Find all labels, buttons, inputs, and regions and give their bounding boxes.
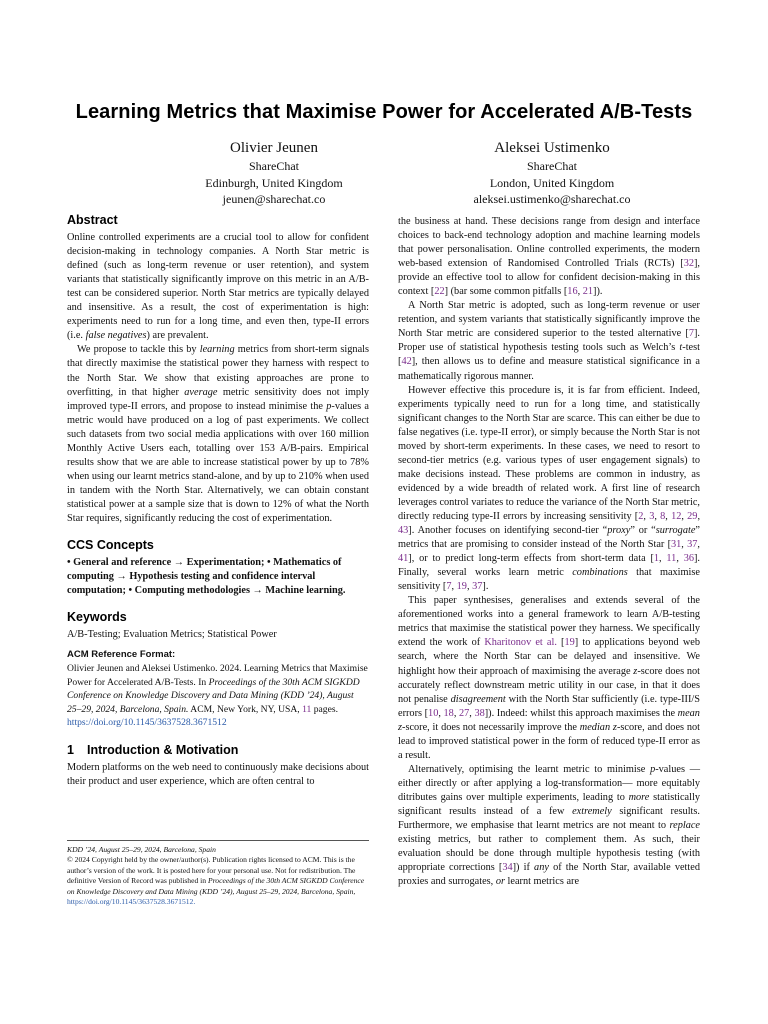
intro-paragraph-4: This paper synthesises, generalises and extends several of the aforementioned works into a general framework to learn A/B-testing metrics that maximise the statistical power they harness. We specifically extend the work of Kharitonov et al. [19] to applications beyond web search, where the North Star can be delayed and insensitive. We highlight how their approach of maximising the average z-score does not accurately reflect downstream metric utility in our case, in that it does not penalise disagreement with the North Star sufficiently (i.e. type-III/S errors [10, 18, 27, 38]). Indeed: whilst this approach maximises the mean z-score, it does not necessarily improve the median z-score, and does not lead to improved statistical power in the form of reduced type-II error as a result.: [398, 595, 700, 761]
citation[interactable]: 1: [653, 553, 660, 565]
author-affiliation: ShareChat: [249, 159, 299, 173]
paper-title: Learning Metrics that Maximise Power for Accelerated A/B-Tests: [75, 101, 693, 123]
citation[interactable]: 18: [443, 707, 454, 719]
citation[interactable]: 42: [401, 356, 412, 368]
citation[interactable]: 36: [683, 553, 694, 565]
intro-paragraph-1: Modern platforms on the web need to continuously make decisions about their product and user experience, which are often central to: [67, 762, 369, 788]
abstract-paragraph-1: Online controlled experiments are a crucial tool to allow for confident decision-making in technology companies. A North Star metric is defined (such as long-term revenue or user retention), and system variants that statistically significantly improve on this metric in an A/B-test can be considered superior. North Star metrics are typically delayed and insensitive. As a result, the cost of experimentation is high: experiments need to run for a long time, and even then, type-II errors (i.e. false negatives) are prevalent.: [67, 232, 369, 342]
citation[interactable]: 7: [446, 581, 452, 593]
citation[interactable]: 29: [687, 510, 698, 522]
citation[interactable]: 32: [683, 258, 694, 270]
ccs-heading: CCS Concepts: [67, 538, 154, 553]
author-2: [402, 139, 702, 208]
author-location: Edinburgh, United Kingdom: [205, 175, 343, 190]
copyright-footnote: [67, 840, 369, 907]
citation[interactable]: 31: [671, 539, 682, 551]
citation[interactable]: 22: [434, 286, 445, 298]
citation[interactable]: 7: [688, 328, 694, 340]
doi-link[interactable]: https://doi.org/10.1145/3637528.3671512: [67, 716, 227, 728]
citation[interactable]: 10: [428, 707, 439, 719]
citation[interactable]: 37: [472, 581, 483, 593]
citation[interactable]: 37: [687, 539, 698, 551]
acm-reference-heading: ACM Reference Format:: [67, 649, 176, 661]
intro-paragraph-5: Alternatively, optimising the learnt metric to minimise p-values —either directly or after applying a log-transformation— more equitably ditributes gains over multiple experiments, leading to more statistically significant results instead of a few extremely significant results. Furthermore, we emphasise that learnt metrics are not meant to replace existing metrics, but rather to complement them. As such, their evaluation should be done through multiple hypothesis testing (with appropriate corrections [34]) if any of the North Star, available vetted proxies and surrogates, or learnt metrics are: [398, 763, 700, 888]
citation[interactable]: 12: [671, 510, 682, 522]
citation[interactable]: 3: [649, 510, 655, 522]
citation[interactable]: 19: [564, 637, 575, 649]
author-email: jeunen@sharechat.co: [222, 192, 326, 206]
left-column: [67, 213, 369, 790]
citation[interactable]: 21: [582, 286, 594, 298]
citation[interactable]: 11: [666, 553, 677, 565]
author-email: aleksei.ustimenko@sharechat.co: [473, 192, 631, 206]
section-1-heading: 1 Introduction & Motivation: [67, 743, 239, 758]
author-1: [124, 139, 424, 208]
citation[interactable]: 16: [567, 286, 578, 298]
intro-paragraph-1-cont: the business at hand. These decisions range from design and interface choices to back-end technology adoption and machine learning models that power personalisation. Online controlled experiments, the modern web-based extension of Randomised Controlled Trials (RCTs) [32], provide an effective tool to allow for confident decision-making in this context [22] (bar some common pitfalls [16, 21]).: [398, 216, 700, 298]
author-name: Olivier Jeunen: [230, 140, 318, 156]
citation-author-link[interactable]: Kharitonov et al.: [484, 637, 557, 649]
citation[interactable]: 43: [398, 525, 409, 537]
intro-paragraph-3: However effective this procedure is, it is far from efficient. Indeed, experiments typically need to run for a long time, and statistically significant changes to the North Star are scarce. This can either be due to false negatives (i.e. type-II error), or simply because the North Star is not moved by short-term experiments. In these cases, we need to resort to second-tier metrics (e.g. various types of user engagement signals) to make decisions instead. These problems are common in industry, as evidenced by a wide breadth of related work. A first line of research leverages control variates to reduce the variance of the North Star metric, directly reducing type-II errors by increasing sensitivity [2, 3, 8, 12, 29, 43]. Another focuses on identifying second-tier “proxy” or “surrogate” metrics that are promising to consider instead of the North Star [31, 37, 41], or to predict long-term effects from short-term data [1, 11, 36]. Finally, several works learn metric combinations that maximise sensitivity [7, 19, 37].: [398, 384, 701, 593]
keywords-text: A/B-Testing; Evaluation Metrics; Statistical Power: [67, 629, 277, 641]
intro-paragraph-2: A North Star metric is adopted, such as long-term revenue or user retention, and system variants that statistically significantly improve the North Star metric are considered superior to the tested alternative [7]. Proper use of statistical hypothesis testing tools such as Welch’s t-test [42], then allows us to define and measure statistical significance in a mathematically rigorous manner.: [398, 300, 700, 382]
keywords-heading: Keywords: [67, 610, 127, 625]
author-name: Aleksei Ustimenko: [494, 140, 610, 156]
author-affiliation: ShareChat: [527, 159, 577, 173]
abstract-paragraph-2: We propose to tackle this by learning metrics from short-term signals that directly maximise the statistical power they harness with respect to the North Star. We show that existing approaches are prone to overfitting, in that higher average metric sensitivity does not imply improved type-II errors, and propose to instead minimise the p-values a metric would have produced on a log of past experiments. We collect such datasets from two social media applications with over 160 million Monthly Active Users each, totalling over 153 A/B-pairs. Empirical results show that we are able to increase statistical power by up to 78% when using our learnt metrics stand-alone, and by up to 210% when used in tandem with the North Star. Alternatively, we can obtain constant statistical power at a sample size that is down to 12% of what the North Star requires, significantly reducing the cost of experimentation.: [67, 344, 370, 524]
right-column: [398, 215, 700, 889]
citation[interactable]: 27: [458, 707, 470, 719]
citation[interactable]: 41: [398, 553, 409, 565]
conference-line: KDD ’24, August 25–29, 2024, Barcelona, Spain: [67, 845, 216, 854]
page-count-link[interactable]: 11: [302, 703, 312, 715]
citation[interactable]: 38: [474, 707, 485, 719]
footnote-doi-link[interactable]: https://doi.org/10.1145/3637528.3671512.: [67, 897, 196, 907]
citation[interactable]: 2: [638, 510, 644, 522]
acm-reference-text: Olivier Jeunen and Aleksei Ustimenko. 2024. Learning Metrics that Maximise Power for Accelerated A/B-Tests. In Proceedings of the 30th ACM SIGKDD Conference on Knowledge Discovery and Data Mining (KDD ’24), August 25–29, 2024, Barcelona, Spain. ACM, New York, NY, USA, 11 pages. https://doi.org/10.1145/3637528.3671512: [67, 663, 368, 728]
citation[interactable]: 8: [660, 510, 666, 522]
ccs-concepts: • General and reference → Experimentation; • Mathematics of computing → Hypothesis testing and confidence interval computation; • Computing methodologies → Machine learning.: [67, 557, 346, 597]
copyright-line: © 2024 Copyright held by the owner/author(s). Publication rights licensed to ACM. This is the author’s version of the work. It is posted here for your personal use. Not for redistribution. The definitive Version of Record was published in Proceedings of the 30th ACM SIGKDD Conference on Knowledge Discovery and Data Mining (KDD ’24), August 25–29, 2024, Barcelona, Spain, https://doi.org/10.1145/3637528.3671512.: [67, 855, 365, 907]
citation[interactable]: 34: [502, 862, 513, 874]
author-location: London, United Kingdom: [489, 175, 615, 190]
abstract-heading: Abstract: [67, 213, 118, 227]
citation[interactable]: 19: [456, 581, 467, 593]
